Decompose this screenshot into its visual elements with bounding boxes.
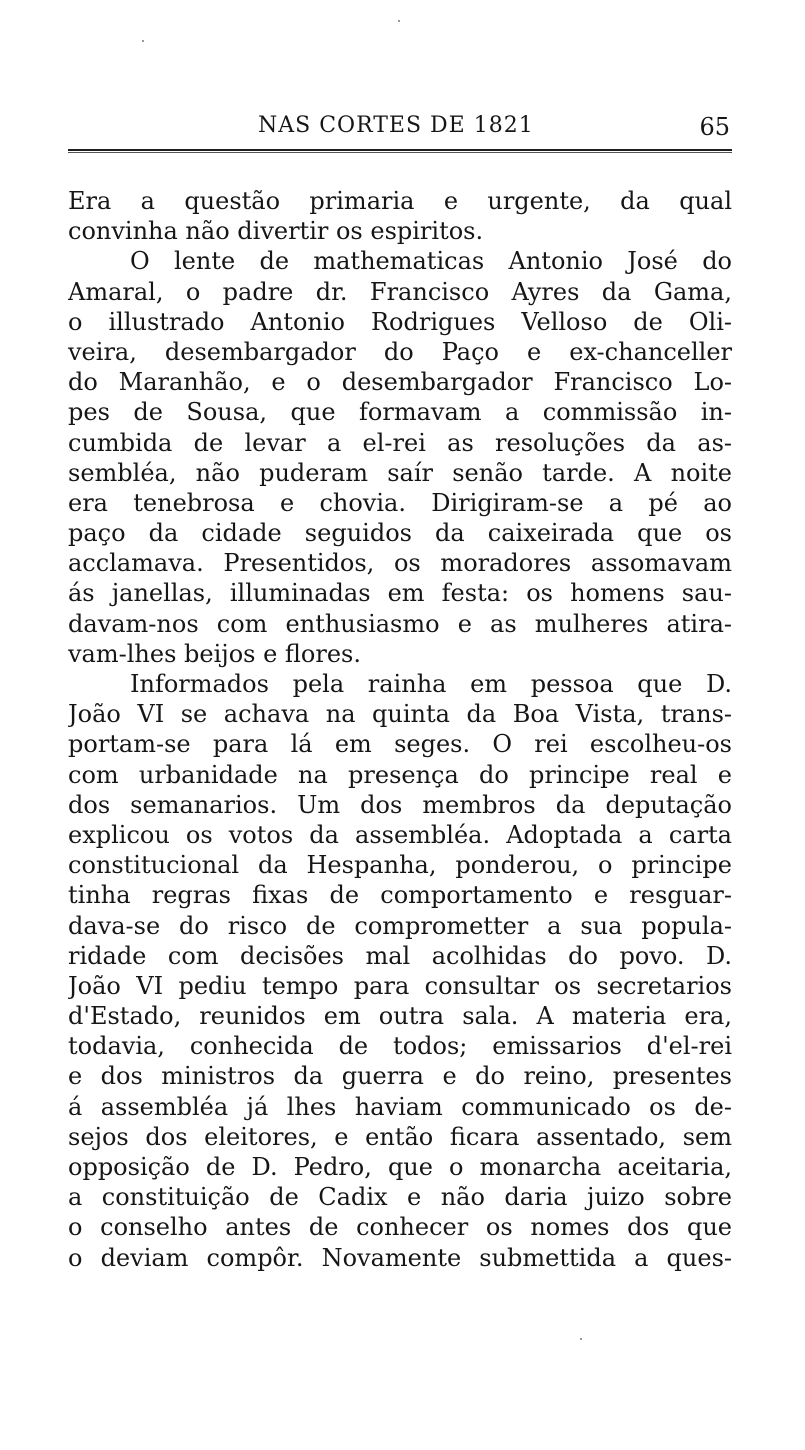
scan-speck: [580, 1338, 582, 1340]
text-line: Era a questão primaria e urgente, da qual: [68, 187, 732, 215]
body-text: [68, 186, 732, 1273]
text-line: o illustrado Antonio Rodrigues Velloso de Oli-: [68, 307, 732, 336]
text-line: acclamava. Presentidos, os moradores assomavam: [68, 549, 732, 578]
text-line: constitucional da Hespanha, ponderou, o principe: [68, 851, 732, 880]
text-line: e dos ministros da guerra e do reino, presentes: [68, 1062, 732, 1091]
text-line: Informados pela rainha em pessoa que D.: [130, 670, 732, 698]
text-line: era tenebrosa e chovia. Dirigiram-se a pé ao: [68, 488, 732, 517]
text-line: o deviam compôr. Novamente submettida a ques-: [68, 1243, 732, 1272]
text-line: davam-nos com enthusiasmo e as mulheres atira-: [68, 609, 732, 638]
scan-speck: [142, 40, 144, 42]
text-line: pes de Sousa, que formavam a commissão in-: [68, 398, 732, 427]
scan-speck: [398, 20, 400, 22]
text-line: ridade com decisões mal acolhidas do povo. D.: [68, 941, 732, 970]
text-line: João VI se achava na quinta da Boa Vista, trans-: [68, 700, 732, 729]
text-line: sejos dos eleitores, e então ficara assentado, sem: [68, 1122, 732, 1151]
text-line: Amaral, o padre dr. Francisco Ayres da Gama,: [68, 277, 732, 306]
text-line: sembléa, não puderam saír senão tarde. A noite: [68, 458, 732, 487]
text-line: explicou os votos da assembléa. Adoptada a carta: [68, 820, 732, 849]
text-line: d'Estado, reunidos em outra sala. A materia era,: [68, 1002, 732, 1031]
page-number: 65: [699, 113, 730, 141]
text-line: á assembléa já lhes haviam communicado os de-: [68, 1092, 732, 1121]
text-line: todavia, conhecida de todos; emissarios d'el-rei: [68, 1032, 732, 1061]
text-line: veira, desembargador do Paço e ex-chanceller: [68, 337, 732, 366]
text-line: opposição de D. Pedro, que o monarcha aceitaria,: [68, 1153, 732, 1181]
text-line: cumbida de levar a el-rei as resoluções da as-: [68, 428, 732, 457]
text-line: convinha não divertir os espiritos.: [68, 217, 484, 246]
running-title: NAS CORTES DE 1821: [258, 113, 534, 138]
text-line: dava-se do risco de comprometter a sua popula-: [68, 911, 732, 940]
text-line: a constituição de Cadix e não daria juizo sobre: [68, 1183, 732, 1212]
text-line: vam-lhes beijos e flores.: [68, 639, 362, 668]
running-head: [68, 113, 732, 147]
text-line: do Maranhão, e o desembargador Francisco Lo-: [68, 368, 732, 397]
text-line: ás janellas, illuminadas em festa: os homens sau-: [68, 579, 732, 608]
text-line: João VI pediu tempo para consultar os secretarios: [68, 971, 732, 1000]
text-line: paço da cidade seguidos da caixeirada que os: [68, 519, 732, 548]
text-line: portam-se para lá em seges. O rei escolheu-os: [68, 730, 732, 759]
text-line: O lente de mathematicas Antonio José do: [130, 247, 732, 276]
text-line: o conselho antes de conhecer os nomes dos que: [68, 1213, 732, 1242]
text-line: dos semanarios. Um dos membros da deputação: [68, 790, 732, 819]
text-line: tinha regras fixas de comportamento e resguar-: [68, 881, 732, 910]
text-line: com urbanidade na presença do principe real e: [68, 760, 732, 789]
header-rule: [68, 149, 732, 153]
